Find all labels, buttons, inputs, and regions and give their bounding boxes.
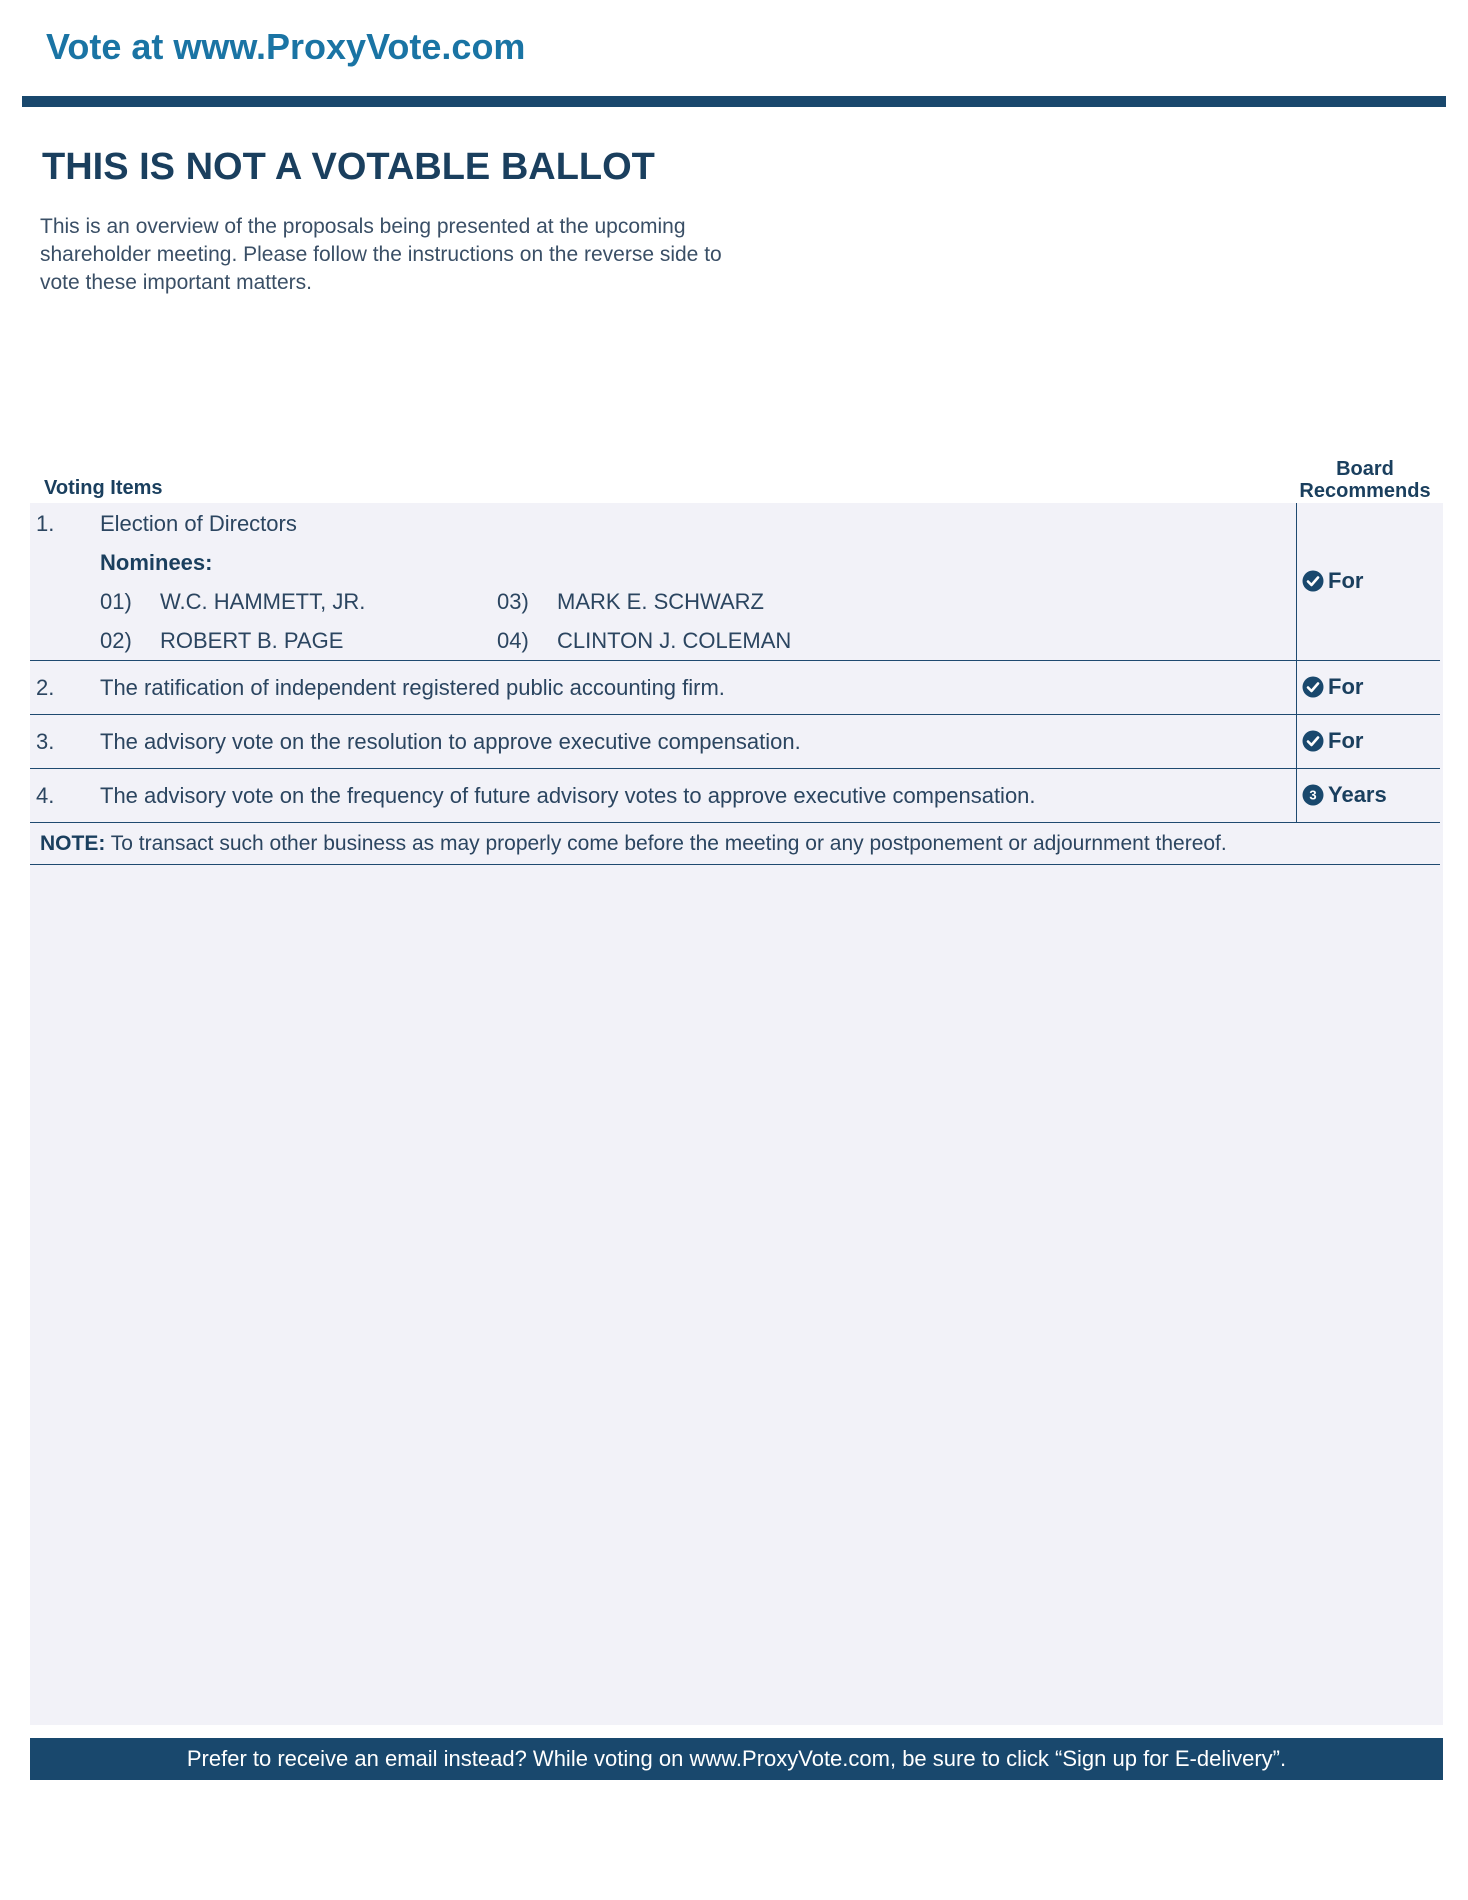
note-text [40,832,1227,856]
nominee-code: 02) [100,628,132,653]
recommendation-badge [1302,728,1363,754]
column-divider [1296,714,1297,768]
check-icon [1302,730,1324,752]
item-number: 3. [36,729,55,754]
note-label: NOTE: [40,832,106,855]
nominee-name: CLINTON J. COLEMAN [557,628,792,653]
intro-text: This is an overview of the proposals being presented at the upcoming shareholder meeting. Please follow the instructions on the reverse side to vote these important matters. [40,215,722,294]
item-text: The advisory vote on the resolution to approve executive compensation. [100,729,801,754]
row-divider [30,768,1440,769]
recommendation-label: For [1328,674,1364,699]
row-divider [30,660,1440,661]
item-text: The ratification of independent registered public accounting firm. [100,675,725,700]
column-divider [1296,768,1297,822]
check-icon [1302,570,1324,592]
recommendation-badge [1302,568,1363,594]
footer-banner: Prefer to receive an email instead? While voting on www.ProxyVote.com, be sure to click “Sign up for E-delivery”. [30,1738,1443,1780]
recommendation-label: For [1328,728,1364,753]
nominee-code: 03) [497,589,529,614]
header-divider [22,96,1446,107]
recommendation-label: Years [1328,782,1387,807]
nominee-name: ROBERT B. PAGE [160,628,344,653]
item-text: The advisory vote on the frequency of future advisory votes to approve executive compensation. [100,783,1036,808]
number-3-icon [1302,784,1324,806]
item-number: 2. [36,675,55,700]
nominee-code: 04) [497,628,529,653]
row-divider [30,864,1440,865]
item-number: 1. [36,511,55,536]
nominee-code: 01) [100,589,132,614]
voting-items-header: Voting Items [44,477,163,499]
recommendation-badge [1302,782,1387,808]
row-divider [30,822,1440,823]
proxyvote-link[interactable]: Vote at www.ProxyVote.com [46,26,526,67]
row-divider [30,714,1440,715]
recommendation-badge [1302,674,1363,700]
svg-text:3: 3 [1309,787,1317,803]
nominee-name: MARK E. SCHWARZ [557,589,764,614]
nominees-label: Nominees: [100,550,213,575]
note-body: To transact such other business as may properly come before the meeting or any postponement or adjournment thereof. [105,832,1227,855]
board-recommends-header: Board Recommends [1299,458,1431,502]
column-divider [1296,503,1297,660]
column-divider [1296,660,1297,714]
item-number: 4. [36,783,55,808]
nominee-name: W.C. HAMMETT, JR. [160,589,366,614]
page-title: THIS IS NOT A VOTABLE BALLOT [42,146,655,188]
recommendation-label: For [1328,568,1364,593]
check-icon [1302,676,1324,698]
item-text: Election of Directors [100,511,297,536]
